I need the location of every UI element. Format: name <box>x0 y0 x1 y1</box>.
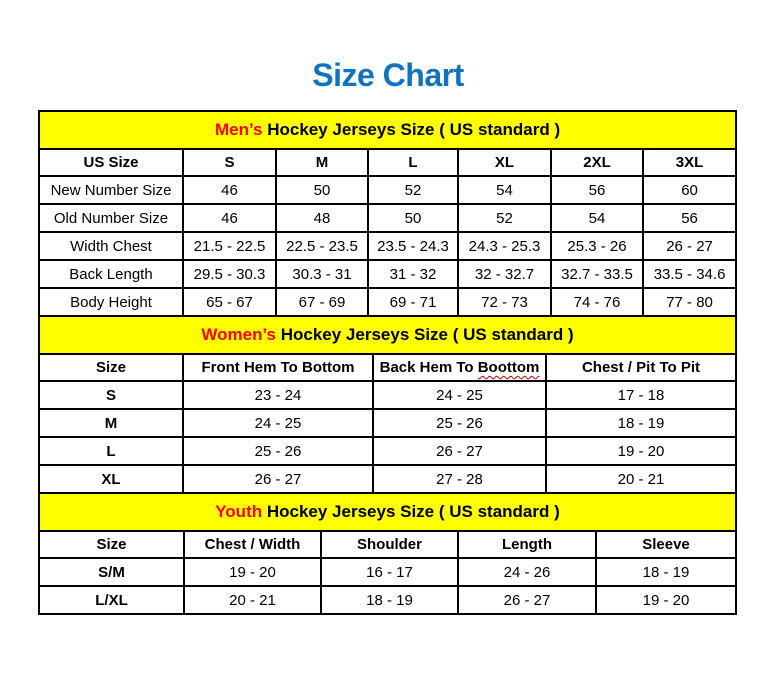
table-row <box>39 586 736 614</box>
table-row <box>39 465 736 493</box>
row-label: New Number Size <box>39 176 183 204</box>
size-value-cell: 32 - 32.7 <box>458 260 551 288</box>
size-value-cell: 26 - 27 <box>458 586 596 614</box>
column-header: S <box>183 149 276 176</box>
column-header: Chest / Pit To Pit <box>546 354 736 381</box>
size-value-cell: 19 - 20 <box>596 586 736 614</box>
section-title-band <box>39 493 736 531</box>
table-row <box>39 204 736 232</box>
table-row <box>39 260 736 288</box>
size-value-cell: 18 - 19 <box>321 586 458 614</box>
row-label: M <box>39 409 183 437</box>
table-row <box>39 232 736 260</box>
size-value-cell: 25 - 26 <box>373 409 546 437</box>
size-chart-tables <box>38 110 735 615</box>
column-header: L <box>368 149 458 176</box>
size-value-cell: 23 - 24 <box>183 381 373 409</box>
size-value-cell: 30.3 - 31 <box>276 260 368 288</box>
section-title-rest: Hockey Jerseys Size ( US standard ) <box>262 120 561 140</box>
size-value-cell: 23.5 - 24.3 <box>368 232 458 260</box>
size-value-cell: 67 - 69 <box>276 288 368 316</box>
size-value-cell: 46 <box>183 176 276 204</box>
row-label: L/XL <box>39 586 184 614</box>
section-band-row <box>39 111 736 149</box>
size-value-cell: 56 <box>551 176 643 204</box>
column-header: Chest / Width <box>184 531 321 558</box>
size-value-cell: 52 <box>458 204 551 232</box>
size-value-cell: 50 <box>276 176 368 204</box>
table-row <box>39 558 736 586</box>
table-row <box>39 288 736 316</box>
row-label: S <box>39 381 183 409</box>
size-value-cell: 46 <box>183 204 276 232</box>
column-header <box>373 354 546 381</box>
column-header: 2XL <box>551 149 643 176</box>
table-row <box>39 176 736 204</box>
column-header-text: Back Hem To <box>379 359 478 377</box>
size-value-cell: 48 <box>276 204 368 232</box>
youth-size-table <box>38 492 737 615</box>
size-value-cell: 56 <box>643 204 736 232</box>
column-header: Size <box>39 531 184 558</box>
section-title-rest: Hockey Jerseys Size ( US standard ) <box>262 502 560 522</box>
row-label: Body Height <box>39 288 183 316</box>
row-label: XL <box>39 465 183 493</box>
size-value-cell: 19 - 20 <box>546 437 736 465</box>
misspelled-word: Boottom <box>477 359 540 377</box>
size-value-cell: 60 <box>643 176 736 204</box>
row-label: Back Length <box>39 260 183 288</box>
size-value-cell: 26 - 27 <box>183 465 373 493</box>
column-header-row <box>39 531 736 558</box>
column-header: 3XL <box>643 149 736 176</box>
page-title: Size Chart <box>312 57 464 93</box>
size-value-cell: 20 - 21 <box>184 586 321 614</box>
section-title-accent: Women’s <box>201 325 276 345</box>
table-row <box>39 381 736 409</box>
size-value-cell: 77 - 80 <box>643 288 736 316</box>
size-value-cell: 24 - 25 <box>373 381 546 409</box>
size-value-cell: 31 - 32 <box>368 260 458 288</box>
table-row <box>39 437 736 465</box>
size-value-cell: 32.7 - 33.5 <box>551 260 643 288</box>
size-value-cell: 54 <box>458 176 551 204</box>
size-value-cell: 25.3 - 26 <box>551 232 643 260</box>
size-value-cell: 26 - 27 <box>643 232 736 260</box>
section-title-accent: Men’s <box>214 120 263 140</box>
row-label: Width Chest <box>39 232 183 260</box>
column-header: Shoulder <box>321 531 458 558</box>
section-title-accent: Youth <box>215 502 263 522</box>
size-value-cell: 19 - 20 <box>184 558 321 586</box>
size-value-cell: 54 <box>551 204 643 232</box>
size-value-cell: 18 - 19 <box>546 409 736 437</box>
section-title-rest: Hockey Jerseys Size ( US standard ) <box>276 325 574 345</box>
size-value-cell: 20 - 21 <box>546 465 736 493</box>
column-header: Length <box>458 531 596 558</box>
size-value-cell: 16 - 17 <box>321 558 458 586</box>
section-band-row <box>39 493 736 531</box>
column-header: Sleeve <box>596 531 736 558</box>
size-value-cell: 25 - 26 <box>183 437 373 465</box>
column-header: XL <box>458 149 551 176</box>
row-label: Old Number Size <box>39 204 183 232</box>
row-label: S/M <box>39 558 184 586</box>
column-header: Size <box>39 354 183 381</box>
size-value-cell: 24 - 25 <box>183 409 373 437</box>
section-title-band <box>39 316 736 354</box>
size-value-cell: 27 - 28 <box>373 465 546 493</box>
size-value-cell: 33.5 - 34.6 <box>643 260 736 288</box>
column-header: M <box>276 149 368 176</box>
section-band-row <box>39 316 736 354</box>
womens-size-table <box>38 315 737 494</box>
size-value-cell: 22.5 - 23.5 <box>276 232 368 260</box>
column-header: US Size <box>39 149 183 176</box>
size-value-cell: 24 - 26 <box>458 558 596 586</box>
row-label: L <box>39 437 183 465</box>
size-value-cell: 21.5 - 22.5 <box>183 232 276 260</box>
size-value-cell: 74 - 76 <box>551 288 643 316</box>
size-value-cell: 50 <box>368 204 458 232</box>
size-value-cell: 26 - 27 <box>373 437 546 465</box>
size-value-cell: 65 - 67 <box>183 288 276 316</box>
section-title-band <box>39 111 736 149</box>
size-value-cell: 24.3 - 25.3 <box>458 232 551 260</box>
size-value-cell: 72 - 73 <box>458 288 551 316</box>
column-header: Front Hem To Bottom <box>183 354 373 381</box>
mens-size-table <box>38 110 737 317</box>
column-header-row <box>39 149 736 176</box>
size-value-cell: 18 - 19 <box>596 558 736 586</box>
size-value-cell: 17 - 18 <box>546 381 736 409</box>
size-value-cell: 29.5 - 30.3 <box>183 260 276 288</box>
column-header-row <box>39 354 736 381</box>
table-row <box>39 409 736 437</box>
size-value-cell: 69 - 71 <box>368 288 458 316</box>
size-value-cell: 52 <box>368 176 458 204</box>
